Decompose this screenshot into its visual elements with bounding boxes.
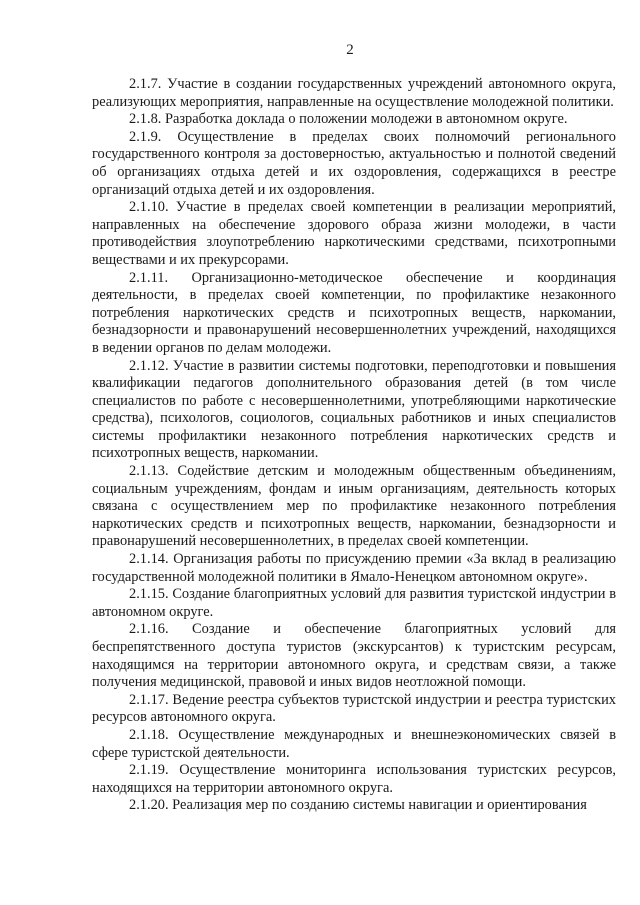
- paragraph-2-1-9: 2.1.9. Осуществление в пределах своих полномочий регионального государственного контроля за достоверностью, актуальностью и полнотой сведений об организациях отдыха детей и их оздоровления, содержащихся в реестре организаций отдыха детей и их оздоровления.: [92, 128, 616, 198]
- paragraph-2-1-14: 2.1.14. Организация работы по присуждению премии «За вклад в реализацию государственной молодежной политики в Ямало-Ненецком автономном округе».: [92, 551, 616, 585]
- paragraph-2-1-19: 2.1.19. Осуществление мониторинга использования туристских ресурсов, находящихся на территории автономного округа.: [92, 762, 616, 796]
- paragraph-2-1-12: 2.1.12. Участие в развитии системы подготовки, переподготовки и повышения квалификации педагогов дополнительного образования детей (в том числе специалистов по работе с несовершеннолетними, употребляющими наркотические средства), психологов, социологов, социальных работников и иных специалистов системы профилактики незаконного потребления наркотических средств и психотропных веществ, наркомании.: [92, 357, 616, 462]
- paragraph-2-1-16: 2.1.16. Создание и обеспечение благоприятных условий для беспрепятственного доступа туристов (экскурсантов) к туристским ресурсам, находящимся на территории автономного округа, и средствам связи, а также получения медицинской, правовой и иных видов неотложной помощи.: [92, 621, 616, 691]
- paragraph-2-1-8: 2.1.8. Разработка доклада о положении молодежи в автономном округе.: [129, 111, 568, 128]
- paragraph-2-1-15: 2.1.15. Создание благоприятных условий для развития туристской индустрии в автономном округе.: [92, 586, 616, 620]
- paragraph-2-1-18: 2.1.18. Осуществление международных и внешнеэкономических связей в сфере туристской деятельности.: [92, 726, 616, 761]
- paragraph-2-1-17: 2.1.17. Ведение реестра субъектов туристской индустрии и реестра туристских ресурсов автономного округа.: [92, 691, 616, 726]
- paragraph-2-1-10: 2.1.10. Участие в пределах своей компетенции в реализации мероприятий, направленных на обеспечение здорового образа жизни молодежи, в части противодействия злоупотреблению наркотическими средствами, психотропными веществами и их прекурсорами.: [92, 199, 616, 268]
- page-number: 2: [346, 42, 354, 58]
- document-body: [92, 76, 616, 815]
- paragraph-2-1-13: 2.1.13. Содействие детским и молодежным общественным объединениям, социальным учреждениям, фондам и иным организациям, деятельность которых связана с осуществлением мер по профилактике незаконного потребления наркотических средств и психотропных веществ, наркомании, безнадзорности и правонарушений несовершеннолетних, в пределах своей компетенции.: [92, 463, 616, 550]
- paragraph-2-1-20: 2.1.20. Реализация мер по созданию системы навигации и ориентирования: [129, 797, 587, 814]
- paragraph-2-1-7: 2.1.7. Участие в создании государственных учреждений автономного округа, реализующих мероприятия, направленные на осуществление молодежной политики.: [92, 76, 616, 110]
- paragraph-2-1-11: 2.1.11. Организационно-методическое обеспечение и координация деятельности, в пределах своей компетенции, по профилактике незаконного потребления наркотических средств и психотропных веществ, наркомании, безнадзорности и правонарушений несовершеннолетних учреждений, находящихся в ведении органов по делам молодежи.: [92, 269, 616, 356]
